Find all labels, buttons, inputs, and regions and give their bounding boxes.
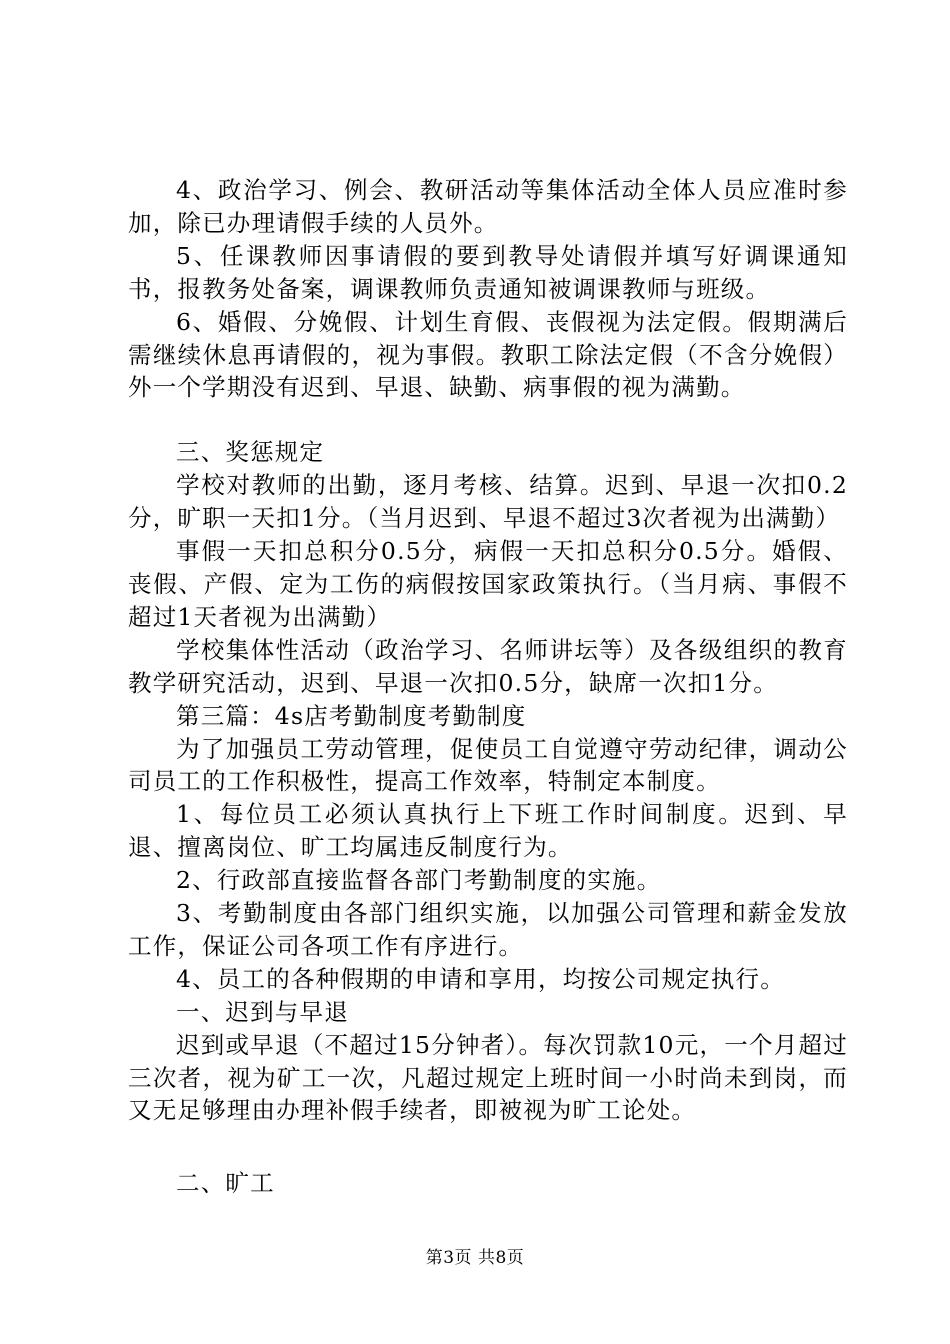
paragraph-meeting-attendance: 4、政治学习、例会、教研活动等集体活动全体人员应准时参加，除已办理请假手续的人员外。 bbox=[128, 176, 848, 237]
paragraph-rule-1: 1、每位员工必须认真执行上下班工作时间制度。迟到、早退、擅离岗位、旷工均属违反制度行为。 bbox=[128, 800, 848, 862]
section-heading-absence: 二、旷工 bbox=[176, 1169, 275, 1198]
chapter-heading: 第三篇：4s店考勤制度考勤制度 bbox=[176, 701, 527, 730]
paragraph-teacher-leave: 5、任课教师因事请假的要到教导处请假并填写好调课通知书，报教务处备案，调课教师负责通知被调课教师与班级。 bbox=[128, 241, 848, 303]
paragraph-rule-2: 2、行政部直接监督各部门考勤制度的实施。 bbox=[176, 866, 662, 895]
section-heading-late: 一、迟到与早退 bbox=[176, 997, 349, 1026]
paragraph-late-penalty: 迟到或早退（不超过15分钟者）。每次罚款10元，一个月超过三次者，视为矿工一次，凡超过规定上班时间一小时尚未到岗，而又无足够理由办理补假手续者，即被视为旷工论处。 bbox=[128, 1030, 848, 1125]
paragraph-gap bbox=[128, 1127, 848, 1167]
paragraph-monthly-assessment: 学校对教师的出勤，逐月考核、结算。迟到、早退一次扣0.2分，旷职一天扣1分。（当月迟到、早退不超过3次者视为出满勤） bbox=[128, 471, 848, 533]
paragraph-statutory-leave: 6、婚假、分娩假、计划生育假、丧假视为法定假。假期满后需继续休息再请假的，视为事假。教职工除法定假（不含分娩假）外一个学期没有迟到、早退、缺勤、病事假的视为满勤。 bbox=[128, 307, 848, 402]
section-heading-rewards: 三、奖惩规定 bbox=[176, 438, 325, 467]
document-body bbox=[128, 174, 848, 1200]
paragraph-rule-3: 3、考勤制度由各部门组织实施，以加强公司管理和薪金发放工作，保证公司各项工作有序进行。 bbox=[128, 899, 848, 960]
paragraph-gap bbox=[128, 404, 848, 436]
paragraph-leave-deductions: 事假一天扣总积分0.5分，病假一天扣总积分0.5分。婚假、丧假、产假、定为工伤的病假按国家政策执行。（当月病、事假不超过1天者视为出满勤） bbox=[128, 537, 848, 631]
paragraph-collective-activities: 学校集体性活动（政治学习、名师讲坛等）及各级组织的教育教学研究活动，迟到、早退一次扣0.5分，缺席一次扣1分。 bbox=[128, 635, 848, 697]
page-footer: 第3页 共8页 bbox=[425, 1248, 525, 1268]
paragraph-rule-4: 4、员工的各种假期的申请和享用，均按公司规定执行。 bbox=[176, 964, 785, 993]
paragraph-purpose: 为了加强员工劳动管理，促使员工自觉遵守劳动纪律，调动公司员工的工作积极性，提高工作效率，特制定本制度。 bbox=[128, 734, 848, 796]
